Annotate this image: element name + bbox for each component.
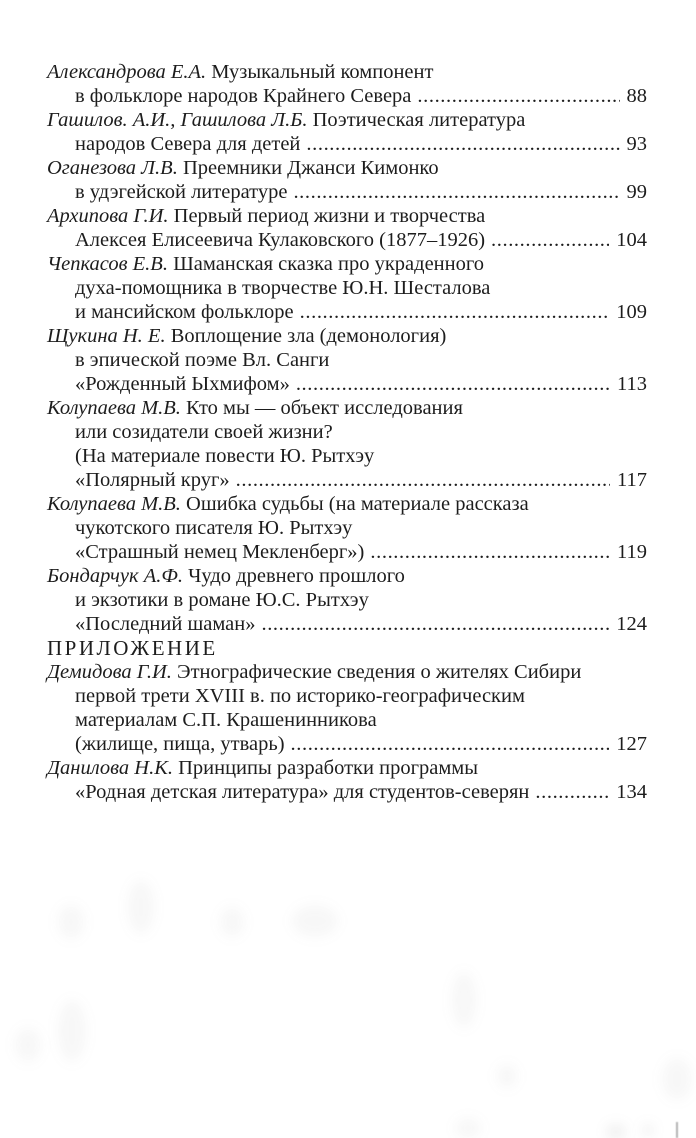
toc-entry-title: Кто мы — объект исследования [186, 397, 463, 419]
toc-entry-author: Щукина Н. Е. [47, 325, 166, 347]
toc-entry-author: Демидова Г.И. [47, 661, 172, 683]
toc-entry-line-text [47, 108, 525, 132]
toc-entry-line-text [47, 60, 433, 84]
toc-entry-continuation-line [47, 180, 647, 204]
toc-entry-author: Колупаева М.В. [47, 397, 181, 419]
toc-entry-line-text: «Рожденный Ыхмифом» [75, 373, 290, 395]
toc-entry-line-text [47, 156, 439, 180]
toc-entry-line-text: (жилище, пища, утварь) [75, 733, 285, 755]
toc-entry-line-text: в фольклоре народов Крайнего Севера [75, 85, 412, 107]
toc-entry-title: Шаманская сказка про украденного [173, 253, 485, 275]
toc-entry-first-line [47, 108, 647, 132]
scan-artifact [497, 1064, 517, 1088]
toc-entry-title: Преемники Джанси Кимонко [182, 157, 439, 179]
toc-entry-author: Колупаева М.В. [47, 493, 181, 515]
toc-entry-line-text [47, 564, 405, 588]
toc-entry-title: Этнографические сведения о жителях Сибири [177, 661, 582, 683]
toc-entry-title: Первый период жизни и творчества [173, 205, 486, 227]
toc-entry-title: Ошибка судьбы (на материале рассказа [186, 493, 529, 515]
dot-leader [370, 540, 610, 564]
toc-entry-line-text: и экзотики в романе Ю.С. Рытхэу [75, 589, 369, 611]
page-number: 93 [626, 133, 647, 155]
toc-entry-continuation-line [47, 372, 647, 396]
dot-leader [300, 300, 610, 324]
toc-entry-author: Архипова Г.И. [47, 205, 169, 227]
toc-entry-line-text: «Последний шаман» [75, 613, 256, 635]
toc-entry-line-text [47, 756, 478, 780]
toc-entry-line-text [47, 492, 529, 516]
toc-entry-line-text: (На материале повести Ю. Рытхэу [75, 445, 375, 467]
scan-artifact [606, 1124, 626, 1138]
scan-artifact [676, 1122, 678, 1138]
toc-entry-continuation-line [47, 84, 647, 108]
toc-entry-first-line [47, 204, 647, 228]
toc-entry-continuation-line [47, 516, 647, 540]
toc-entry-title: Поэтическая литература [312, 109, 526, 131]
toc-entry-first-line [47, 156, 647, 180]
page-number: 99 [626, 181, 647, 203]
dot-leader [293, 180, 619, 204]
toc-entry-continuation-line [47, 732, 647, 756]
toc-entry-continuation-line [47, 132, 647, 156]
toc-entry-line-text: духа-помощника в творчестве Ю.Н. Шесталова [75, 277, 491, 299]
toc-entry-line-text: первой трети XVIII в. по историко-географическим [75, 685, 525, 707]
table-of-contents [47, 60, 647, 804]
section-heading: ПРИЛОЖЕНИЕ [47, 636, 218, 660]
dot-leader [417, 84, 619, 108]
dot-leader [236, 468, 610, 492]
page-number: 117 [617, 469, 647, 491]
toc-entry-continuation-line [47, 612, 647, 636]
toc-entry-continuation-line [47, 444, 647, 468]
toc-entry-continuation-line [47, 540, 647, 564]
toc-entry-line-text: в эпической поэме Вл. Санги [75, 349, 330, 371]
toc-entry-line-text: материалам С.П. Крашенинникова [75, 709, 377, 731]
dot-leader [296, 372, 610, 396]
dot-leader [261, 612, 609, 636]
toc-entry-author: Данилова Н.К. [47, 757, 173, 779]
toc-entry-line-text [47, 660, 581, 684]
toc-entry-line-text [47, 324, 446, 348]
toc-entry-first-line [47, 60, 647, 84]
dot-leader [491, 228, 609, 252]
toc-entry-continuation-line [47, 276, 647, 300]
scan-artifact [220, 907, 244, 937]
toc-entry-continuation-line [47, 684, 647, 708]
toc-entry-line-text [47, 204, 485, 228]
dot-leader [306, 132, 619, 156]
scan-artifact [452, 972, 476, 1028]
page-number: 104 [616, 229, 647, 251]
scan-artifact [15, 1028, 41, 1062]
toc-entry-first-line [47, 492, 647, 516]
toc-entry-line-text [47, 396, 463, 420]
toc-entry-line-text: в удэгейской литературе [75, 181, 288, 203]
dot-leader [291, 732, 610, 756]
toc-entry-title: Принципы разработки программы [178, 757, 479, 779]
scan-artifact [455, 1118, 481, 1138]
toc-entry-line-text: «Страшный немец Мекленберг») [75, 541, 365, 563]
page-number: 113 [617, 373, 647, 395]
toc-entry-title: Чудо древнего прошлого [188, 565, 405, 587]
toc-entry-line-text: «Полярный круг» [75, 469, 230, 491]
toc-entry-line-text: чукотского писателя Ю. Рытхэу [75, 517, 353, 539]
toc-entry-continuation-line [47, 228, 647, 252]
toc-entry-continuation-line [47, 780, 647, 804]
toc-entry-first-line [47, 660, 647, 684]
toc-entry-line-text [47, 252, 484, 276]
page-number: 109 [616, 301, 647, 323]
page-number: 127 [616, 733, 647, 755]
toc-entry-line-text: или созидатели своей жизни? [75, 421, 333, 443]
scan-artifact [292, 905, 338, 937]
toc-entry-author: Александрова Е.А. [47, 61, 207, 83]
page-number: 119 [617, 541, 647, 563]
toc-entry-continuation-line [47, 468, 647, 492]
toc-entry-continuation-line [47, 588, 647, 612]
toc-entry-author: Гашилов. А.И., Гашилова Л.Б. [47, 109, 308, 131]
scan-artifact [642, 1124, 654, 1136]
toc-entry-line-text: Алексея Елисеевича Кулаковского (1877–1926) [75, 229, 486, 251]
toc-entry-first-line [47, 564, 647, 588]
page-number: 124 [616, 613, 647, 635]
toc-entry-first-line [47, 324, 647, 348]
toc-entry-author: Оганезова Л.В. [47, 157, 178, 179]
toc-entry-author: Бондарчук А.Ф. [47, 565, 183, 587]
scan-artifact [58, 1000, 86, 1062]
toc-entry-first-line [47, 396, 647, 420]
toc-entry-title: Музыкальный компонент [211, 61, 434, 83]
page-number: 134 [616, 781, 647, 803]
dot-leader [535, 780, 609, 804]
scan-artifact [58, 905, 84, 939]
toc-entry-first-line [47, 756, 647, 780]
toc-entry-continuation-line [47, 708, 647, 732]
scan-artifact [128, 880, 154, 934]
page-number: 88 [626, 85, 647, 107]
toc-entry-continuation-line [47, 300, 647, 324]
toc-entry-line-text: и мансийском фольклоре [75, 301, 294, 323]
toc-entry-line-text: «Родная детская литература» для студентов-северян [75, 781, 530, 803]
toc-entry-first-line [47, 252, 647, 276]
toc-entry-title: Воплощение зла (демонология) [170, 325, 447, 347]
toc-entry-line-text: народов Севера для детей [75, 133, 301, 155]
toc-entry-author: Чепкасов Е.В. [47, 253, 168, 275]
scan-artifact [662, 1058, 692, 1100]
toc-entry-continuation-line [47, 348, 647, 372]
toc-entry-continuation-line [47, 420, 647, 444]
